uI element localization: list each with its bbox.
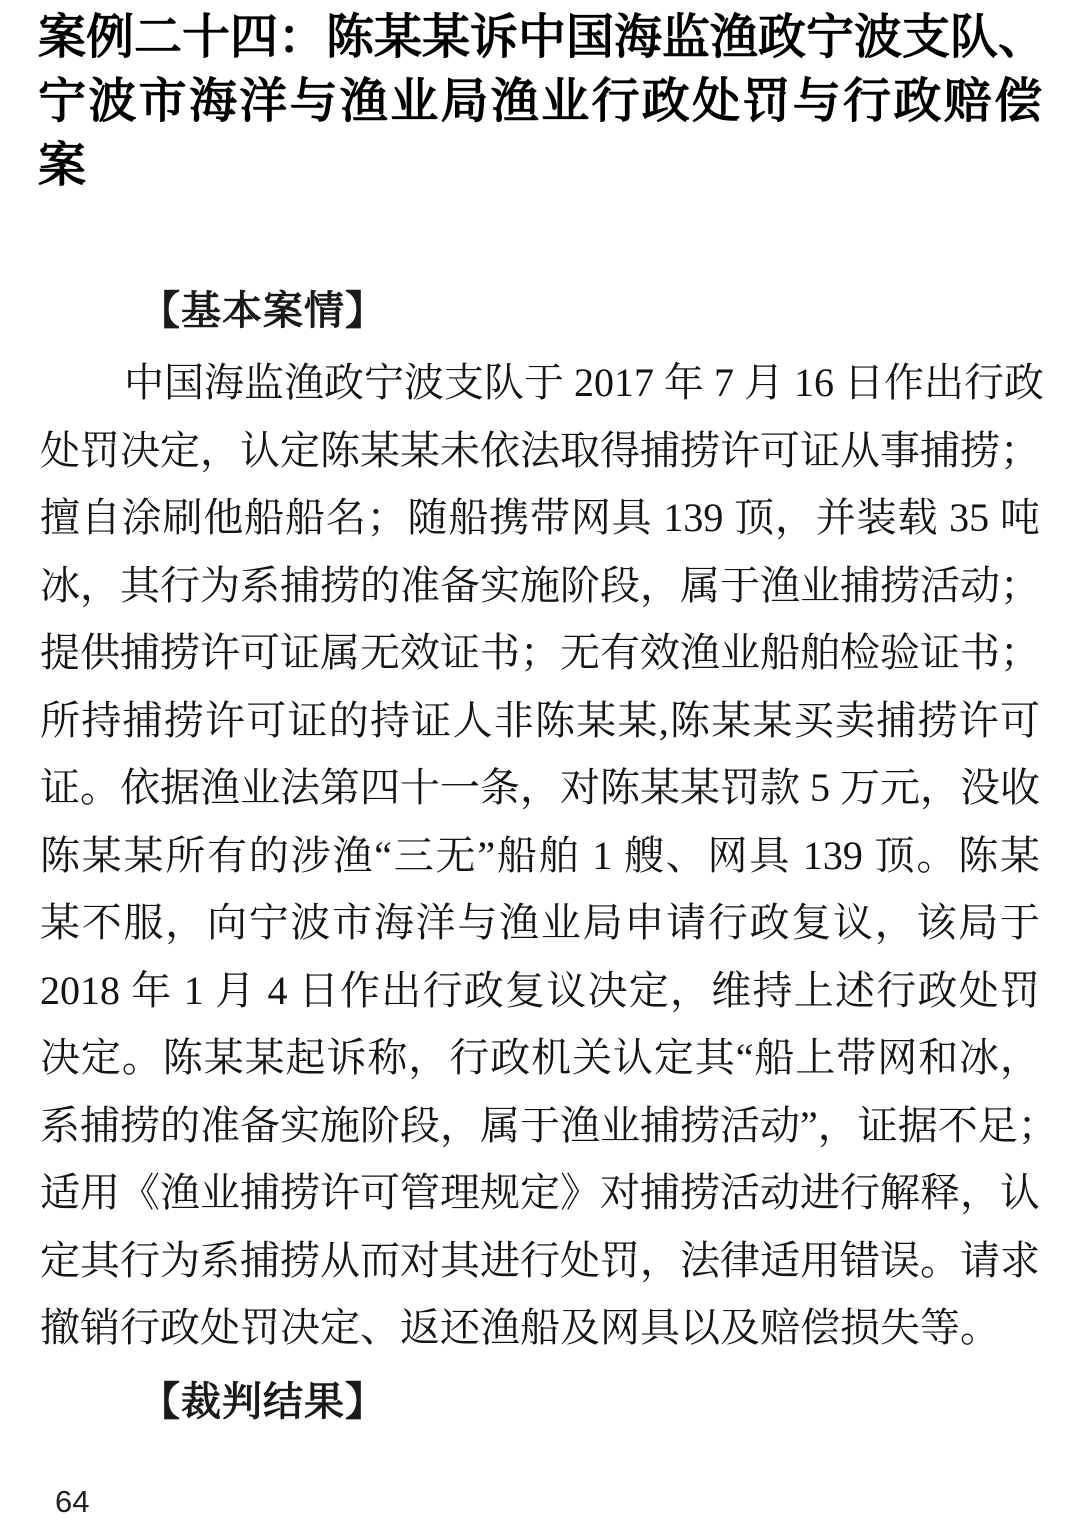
body-line: 中国海监渔政宁波支队于 2017 年 7 月 16 日作出行政 [124,360,1044,405]
body-line: 证。依据渔业法第四十一条，对陈某某罚款 5 万元，没收 [40,765,1040,810]
body-line: 2018 年 1 月 4 日作出行政复议决定，维持上述行政处罚 [40,967,1040,1013]
section-heading-basic-facts: 【基本案情】 [140,289,386,333]
body-line: 处罚决定，认定陈某某未依法取得捕捞许可证从事捕捞； [40,427,1040,473]
body-line: 陈某某所有的涉渔“三无”船舶 1 艘、网具 139 顶。陈某 [40,832,1040,878]
title-line-2: 宁波市海洋与渔业局渔业行政处罚与行政赔偿 [38,75,1042,128]
body-line: 适用《渔业捕捞许可管理规定》对捕捞活动进行解释，认 [40,1170,1040,1215]
title-line-1: 案例二十四：陈某某诉中国海监渔政宁波支队、 [38,11,1047,64]
body-line: 系捕捞的准备实施阶段，属于渔业捕捞活动”，证据不足； [40,1102,1058,1148]
body-line: 某不服，向宁波市海洋与渔业局申请行政复议，该局于 [40,900,1040,945]
body-line: 擅自涂刷他船船名；随船携带网具 139 顶，并装载 35 吨 [40,495,1040,540]
section-heading-judgment: 【裁判结果】 [140,1380,386,1424]
body-line: 提供捕捞许可证属无效证书；无有效渔业船舶检验证书； [40,630,1040,675]
basic-facts-paragraph [40,349,1058,1362]
body-line: 所持捕捞许可证的持证人非陈某某,陈某某买卖捕捞许可 [40,697,1040,743]
page-number: 64 [55,1484,90,1519]
title-line-3: 案 [38,139,87,192]
body-line: 决定。陈某某起诉称，行政机关认定其“船上带网和冰， [40,1035,1040,1080]
document-title [38,6,1047,198]
body-line: 撤销行政处罚决定、返还渔船及网具以及赔偿损失等。 [40,1305,1000,1350]
body-line: 定其行为系捕捞从而对其进行处罚，法律适用错误。请求 [40,1237,1040,1283]
body-line: 冰，其行为系捕捞的准备实施阶段，属于渔业捕捞活动； [40,562,1040,608]
